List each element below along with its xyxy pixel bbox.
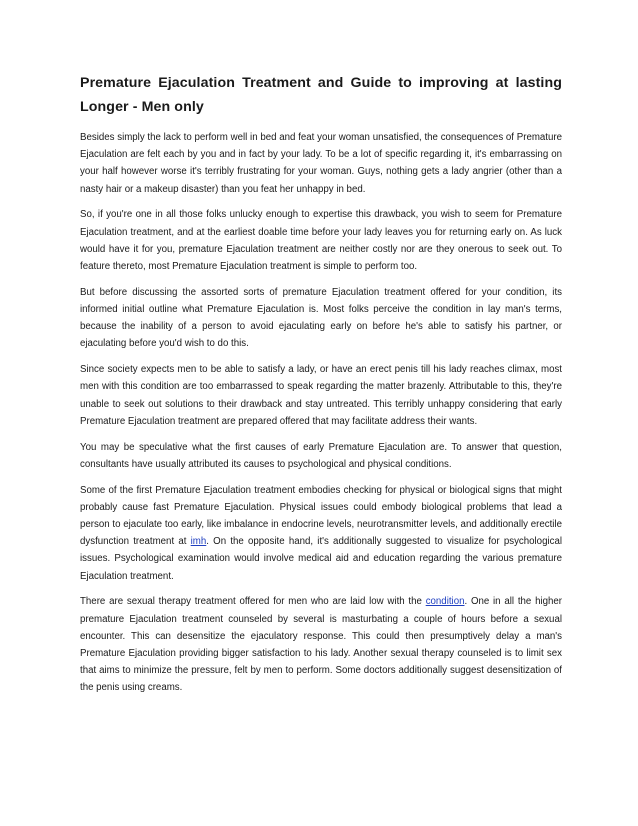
paragraph-6 xyxy=(80,482,562,585)
paragraph-3: But before discussing the assorted sorts of premature Ejaculation treatment offered for your condition, its informed initial outline what Premature Ejaculation is. Most folks perceive the condition in lay man's terms, because the inability of a person to avoid ejaculating early on before he's able to satisfy his partner, or ejaculating before you'd wish to do this. xyxy=(80,286,562,350)
document-title: Premature Ejaculation Treatment and Guide to improving at lasting Longer - Men only xyxy=(80,75,562,115)
paragraph-7 xyxy=(80,593,562,696)
document-body xyxy=(80,71,562,705)
paragraph-2: So, if you're one in all those folks unlucky enough to expertise this drawback, you wish to seem for Premature Ejaculation treatment, and at the earliest doable time before your lady leaves you for returning early on. As luck would have it for you, premature Ejaculation treatment are neither costly nor are they onerous to seek out. To feature thereto, most Premature Ejaculation treatment is simple to perform too. xyxy=(80,209,562,273)
imh-link[interactable]: imh xyxy=(190,536,207,548)
paragraph-4: Since society expects men to be able to satisfy a lady, or have an erect penis till his lady reaches climax, most men with this condition are too embarrassed to speak regarding the matter brazenly. Attributable to this, they're unable to seek out solutions to their drawback and stay untreated. This terribly unhappy considering that early Premature Ejaculation treatment are prepared offered that may facilitate address their wants. xyxy=(80,364,562,427)
condition-link[interactable]: condition xyxy=(425,596,465,608)
paragraph-7-text-before: There are sexual therapy treatment offered for men who are laid low with the xyxy=(80,596,426,608)
paragraph-6-text-after: . On the opposite hand, it's additionally suggested to visualize for psychological issues. Psychological examination would involve medical aid and education regarding the various premature Ejaculation treatment. xyxy=(80,536,562,582)
paragraph-7-text-after: . One in all the higher premature Ejaculation treatment counseled by several is masturbating a couple of hours before a sexual encounter. This can desensitize the ejaculatory response. This could then presumptively delay a man's Premature Ejaculation providing bigger satisfaction to his lady. Another sexual therapy counseled is to limit sex that aims to minimize the pressure, felt by men to perform. Some doctors additionally suggest desensitization of the penis using creams. xyxy=(80,596,562,694)
paragraph-6-text-before: Some of the first Premature Ejaculation treatment embodies checking for physical or biological signs that might probably cause fast Premature Ejaculation. Physical issues could embody biological problems that lead a person to ejaculate too early, like imbalance in endocrine levels, neurotransmitter levels, and additionally erectile dysfunction treatment at xyxy=(80,484,562,548)
paragraph-5: You may be speculative what the first causes of early Premature Ejaculation are. To answer that question, consultants have usually attributed its causes to psychological and physical conditions. xyxy=(80,441,562,470)
paragraph-1: Besides simply the lack to perform well in bed and feat your woman unsatisfied, the consequences of Premature Ejaculation are felt each by you and in fact by your lady. To be a lot of specific regarding it, it's embarrassing on your half however worse it's terribly frustrating for your woman. Guys, nothing gets a lady angrier (other than a nasty hair or a makeup disaster) than you feat her unhappy in bed. xyxy=(80,132,562,195)
